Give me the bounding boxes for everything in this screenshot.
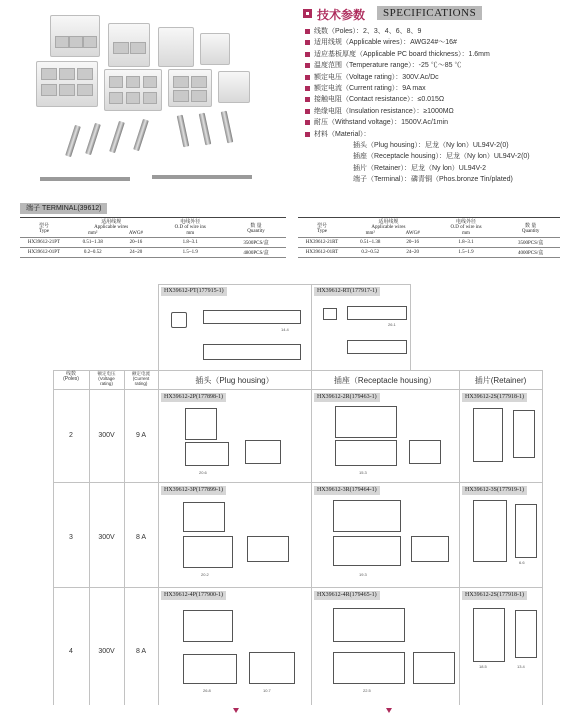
receptacle-label: HX39612-2R(179463-1) bbox=[314, 393, 380, 402]
plug-label: HX39612-3P(177899-1) bbox=[161, 486, 226, 495]
spec-list bbox=[305, 26, 575, 185]
table-row: HX39612-21RT 0.51~1.38 20~16 1.8~3.1 3500PCS/盒 bbox=[298, 238, 560, 248]
header-receptacle: 插座（Receptacle housing） bbox=[333, 376, 437, 385]
down-arrow-icon bbox=[233, 708, 239, 713]
spec-row: 适应基板厚度（Applicable PC board thickness）：1.6mm bbox=[305, 49, 575, 60]
spec-row: 绝缘电阻（Insulation resistance）：≥1000MΩ bbox=[305, 106, 575, 117]
terminal-pin bbox=[109, 121, 125, 153]
terminal-socket bbox=[199, 113, 212, 146]
terminal-strip bbox=[152, 175, 252, 179]
housing-9p bbox=[36, 61, 98, 107]
spec-title-cn: 技术参数 bbox=[317, 8, 366, 22]
material-row: 插座（Receptacle housing）：尼龙（Ny lon）UL94V-2(0) bbox=[353, 153, 530, 161]
plug-label: HX39612-2P(177898-1) bbox=[161, 393, 226, 402]
drawing-grid: HX39612-PT(177915-1) HX39612-RT(177917-1) 14.4 26.1 线数 (Poles) 额定电压 (Voltage rating) 额定电流 (Current rating) 插头（Plug housing） 插座（Receptacle housing） 插片(Retainer) 2 300V 9 A HX39612-2P(177898-1) HX39612-2R(179463-1) HX39612-2S(177918-1) 20.6 15.3 3 300V 8 A HX39612-3P(177899-1) HX39612-3R(179464-1) HX39612-3S(177919-1) 20.2 19.3 6.6 4 300V 8 A HX39612-4P(177900-1) HX39612-4R(179465-1) HX39612-2S(177918-1) 26.8 10.7 22.5 18.5 13.4 bbox=[53, 284, 543, 705]
retainer-label: HX39612-2S(177918-1) bbox=[462, 393, 527, 402]
retainer-label: HX39612-2S(177918-1) bbox=[462, 591, 527, 600]
bullet-icon bbox=[305, 29, 310, 34]
terminal-table-right: 型号 Type 适用线规 Applicable wires 电线外径 O.D of wire ins 数 量 Quantity mm² AWG# mm HX39612-21RT 0.51~1.38 20~16 1.8~3.1 3500PCS/盒 HX39612-01RT 0.2~0.52 24~20 1.5~1.9 4000PCS/盒 bbox=[298, 217, 560, 258]
terminal-table-left: 型号 Type 适用线规 Applicable wires 电线外径 O.D of wire ins 数 量 Quantity mm² AWG# mm HX39612-21PT 0.51~1.38 20~16 1.8~3.1 3500PCS/盒 HX39612-01PT 0.2~0.52 24~20 1.5~1.9 4800PCS/盒 bbox=[20, 217, 286, 258]
spec-title-en: SPECIFICATIONS bbox=[377, 6, 482, 20]
table-row: HX39612-01PT 0.2~0.52 24~20 1.5~1.9 4800PCS/盒 bbox=[20, 248, 286, 258]
bullet-icon bbox=[305, 97, 310, 102]
plug-label: HX39612-4P(177900-1) bbox=[161, 591, 226, 600]
material-row: 插头（Plug housing）：尼龙（Ny lon）UL94V-2(0) bbox=[353, 141, 509, 149]
housing-2r bbox=[218, 71, 250, 103]
header-plug: 插头（Plug housing） bbox=[195, 376, 274, 385]
spec-row: 适用线规（Applicable wires）：AWG24#～16# bbox=[305, 37, 575, 48]
material-row: 插片（Retainer）：尼龙（Ny lon）UL94V-2 bbox=[353, 164, 487, 172]
bullet-icon bbox=[305, 40, 310, 45]
housing-2p bbox=[200, 33, 230, 65]
receptacle-label: HX39612-3R(179464-1) bbox=[314, 486, 380, 495]
bullet-icon bbox=[305, 132, 310, 137]
rt-label: HX39612-RT(177917-1) bbox=[314, 287, 380, 296]
bullet-icon bbox=[305, 109, 310, 114]
terminal-strip bbox=[40, 177, 130, 181]
terminal-socket bbox=[221, 111, 234, 144]
receptacle-label: HX39612-4R(179465-1) bbox=[314, 591, 380, 600]
housing-4p bbox=[108, 23, 150, 67]
header-poles: 线数 (Poles) bbox=[63, 371, 79, 382]
terminal-title: 端子 TERMINAL(39612) bbox=[20, 203, 107, 214]
spec-row: 材料（Material）： bbox=[305, 129, 575, 140]
spec-square-icon bbox=[303, 9, 312, 18]
spec-row: 线数（Poles）：2、3、4、6、8、9 bbox=[305, 26, 575, 37]
pt-label: HX39612-PT(177915-1) bbox=[161, 287, 227, 296]
table-row: HX39612-01RT 0.2~0.52 24~20 1.5~1.9 4000PCS/盒 bbox=[298, 248, 560, 258]
spec-row: 耐压（Withstand voltage）：1500V.Ac/1min bbox=[305, 117, 575, 128]
housing-4r bbox=[168, 69, 212, 107]
header-current: 额定电流 (Current rating) bbox=[132, 371, 150, 386]
spec-row: 额定电流（Current rating）：9A max bbox=[305, 83, 575, 94]
header-retainer: 插片(Retainer) bbox=[474, 376, 527, 385]
spec-header bbox=[303, 6, 543, 23]
housing-3p bbox=[158, 27, 194, 67]
terminal-socket bbox=[177, 115, 190, 148]
spec-row: 接触电阻（Contact resistance）：≤0.015Ω bbox=[305, 94, 575, 105]
bullet-icon bbox=[305, 86, 310, 91]
bullet-icon bbox=[305, 63, 310, 68]
bullet-icon bbox=[305, 52, 310, 57]
header-voltage: 额定电压 (Voltage rating) bbox=[97, 371, 116, 386]
spec-row: 额定电压（Voltage rating）：300V.Ac/Dc bbox=[305, 72, 575, 83]
retainer-label: HX39612-3S(177919-1) bbox=[462, 486, 527, 495]
bullet-icon bbox=[305, 120, 310, 125]
bullet-icon bbox=[305, 75, 310, 80]
terminal-pin bbox=[85, 123, 101, 155]
terminal-pin bbox=[133, 119, 149, 151]
terminal-pin bbox=[65, 125, 81, 157]
product-photo bbox=[30, 5, 262, 190]
housing-6r bbox=[104, 69, 162, 111]
down-arrow-icon bbox=[386, 708, 392, 713]
table-row: HX39612-21PT 0.51~1.38 20~16 1.8~3.1 3500PCS/盒 bbox=[20, 238, 286, 248]
material-row: 端子（Terminal）：磷青铜（Phos.bronze Tin/plated) bbox=[353, 176, 513, 184]
housing-6p bbox=[50, 15, 100, 57]
spec-row: 温度范围（Temperature range）：-25 ℃～85 ℃ bbox=[305, 60, 575, 71]
